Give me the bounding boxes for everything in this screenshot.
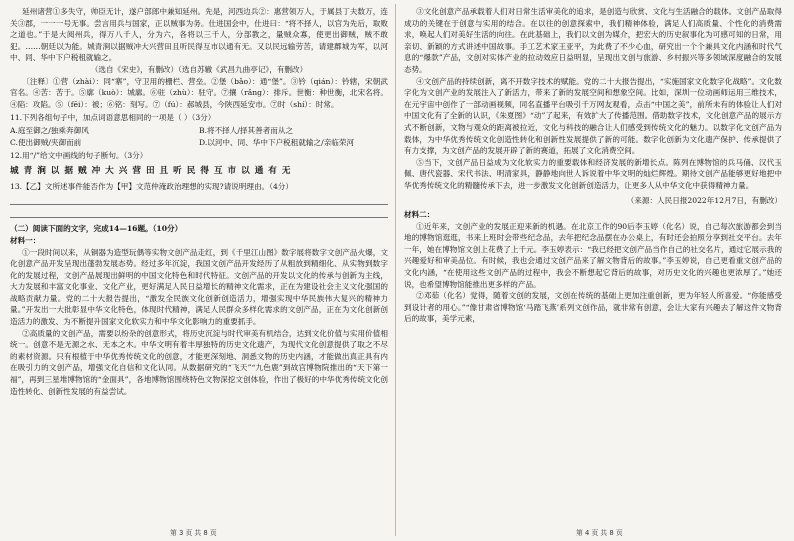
material-2-label: 材料二： <box>404 210 435 220</box>
m1-paragraph-1: ①一段时间以来，从铜器为造型玩偶等实物文创产品走红，到《千里江山图》数字展将数字文创产品火爆，文化创意产品开发呈现出蓬勃发展态势。经过多年沉淀，我国文创产品开发经历了从粗放到精细化、从实物到数字化的发展过程，文创产品展现出鲜明的中国文化特色和时代特征。文创产品的开发以文化的传承与创新为主线，大力发展和丰富文化事业、文化产业，更好满足人民日益增长的精神文化需求，正在为建设社会主义文化强国的战略贡献力量。党的二十大报告提出，“激发全民族文化创新创造活力，增强实现中华民族伟大复兴的精神力量。”开发出一大批彰显中华文化特色，体现时代精神，满足人民群众多样化需求的文创产品，正在为文化创新创造活力的激发、为不断提升国家文化软实力和中华文化影响力的重要抓手。 <box>10 247 388 327</box>
page-divider <box>395 4 396 536</box>
question-12: 12.用“/”给文中画线的句子断句。（3分） <box>10 151 148 161</box>
annotations: 〔注释〕①营（zhài）：同“寨”，守卫用的栅栏、营垒。②堡（bǎo）：通“堡”。③钤（qián）：钤辖，宋朝武官名。④苦：苦于。⑤廓（kuò）：城廓。⑥驻（zhù）：驻守。⑦攘（rǎng）：排斥。世衡：种世衡，北宋名将。④陷：攻陷。⑤（fēi）：被；⑥铭：刻写。⑦（fú）：郝城县，今陕西延安市。⑦时（shí）：时常。 <box>10 76 388 109</box>
m1-paragraph-4: ④文创产品的持续创新，离不开数字技术的赋能。党的二十大报告提出，“实施国家文化数字化战略”。文化数字化为文创产业的发展注入了新活力，带来了新的发展空间和想象空间。比如，深圳一位动画师运用三维技术，在元宇宙中创作了一部动画视频，同名直播平台吸引千万网友观看，点击“中国之美”，前所未有的体验让人们对中国文化有了全新的认识，《朱夏图》“动”了起来，有效扩大了传播范围。借助数字技术，文化创意产品的展示方式不断创新，文物与观众的距离被拉近，文化与科技的融合让人们感受到传统文化的魅力。以数字化文创产品为载体，为中华优秀传统文化创造性转化和创新性发展提供了新的可能。数字化创新为文化遗产保护、传承提供了有力支撑，为文创产品的发展开辟了新的赛道，拓展了文化消费空间。 <box>404 76 782 156</box>
right-page <box>404 6 782 526</box>
m1-paragraph-3: ③文化创意产品承载着人们对日常生活审美化的追求，是创造与欣赏、文化与生活融合的载体。文创产品取得成功的关键在于创意与实用的结合。在以往的创意探索中，我们精神体验，满足人们高质量、个性化的消费需求，唤起人们对美好生活的向往。在此基础上，我们以文创为媒介，把宏大的历史叙事化为可感可知的日常，用亲切、新颖的方式讲述中国故事。手工艺术家王亚平，为此费了不少心血，研究出一个个兼具文化内涵和时代气息的“爆款”产品，文创对实体产业的拉动效应日益明显，呈现出文创与旅游、乡村振兴等多领域深度融合的发展态势。 <box>404 7 782 74</box>
question-13: 13.【乙】文所述事件能否作为【甲】文范仲淹政治理想的实现?请说明理由。（4分） <box>10 181 293 191</box>
q11-option-c[interactable]: C.使出御贼/夹御而前 <box>10 137 82 147</box>
classical-passage: 延州诸营①多失守，帅臣无计，遂户部郎中兼知延州。先是，河西边兵②：惠营领万人，于属县丁夫数万，连关③郡，一一一号无事。尝言用兵与国家，正以贼事为务。仕进国会中，仕进曰：“将不择人，以官为先后，取败之道也。”于是大阅州兵，得万八千人，分为六，各将以三千人，分部教之，量贼众寡，使更出御贼，贼不敢犯。……朝廷以为能。城青涧以据贼冲大兴营田且听民得互市以通有无。又以民远输劳苦，请建鄜城为军，以河中、同、华中下户税租就输之。 <box>10 7 388 63</box>
question-11: 11.下列各组句子中，加点词语意思相同的一项是（ ）（3分） <box>10 113 216 123</box>
left-page <box>10 6 388 526</box>
answer-line-1[interactable] <box>10 194 388 205</box>
q11-option-b[interactable]: B.将不择人/择其善者而从之 <box>199 125 294 135</box>
m1-paragraph-5: ⑤当下，文创产品日益成为文化软实力的重要载体和经济发展的新增长点。陈列在博物馆的兵马俑、汉代玉佩、唐代瓷器、宋代书法、明清家具，静静地向世人诉说着中华文明的灿烂辉煌。期待文创产品能够更好地把中华优秀传统文化的精髓传承下去，进一步激发文化创新创造活力，让更多人从中华文化中获得精神力量。 <box>404 157 782 190</box>
m1-paragraph-2: ②高质量的文创产品，需要以纷杂的创意形式，将历史沉淀与时代审美有机结合，达到文化价值与实用价值相统一。创意不是无源之水、无本之木。中华文明有着丰厚独特的历史文化遗产，为现代文化创意提供了取之不尽的素材资源。只有根植于中华优秀传统文化的创意，才能更深刻地、洞悉文物的历史内涵，才能做出真正具有内在吸引力的文创产品，增强文化自信和文化认同。从数据研究的“飞天”“九色鹿”到故宫博物院推出的“天下第一福”，再到三星堆博物馆的“金面具”，各地博物馆围绕特色文物深挖文创体验，作出了极好的中华优秀传统文化创造性转化、创新性发展的有益尝试。 <box>10 328 388 396</box>
m2-paragraph-1: ①近年来，文创产业的发展正迎来新的机遇。在北京工作的90后李玉婷（化名）说，自己每次旅游都会到当地的博物馆逛逛，书来上班时会带些纪念品，去年把纪念品摆在办公桌上，有时还会拍照分享到社交平台。去年一年，她在博物馆文创上花费了上千元。李玉婷表示：“我已经把文创产品当作自己的社交名片，通过它展示我的兴趣爱好和审美品位。有时候，我也会通过文创产品来了解文物背后的故事。”李玉婷说，自己更看重文创产品的文化内涵，“在使用这些文创产品的过程中，我会不断想起它背后的故事，对历史文化的兴趣也更浓厚了。”她还说，也希望博物馆能推出更多样的产品。 <box>404 221 782 289</box>
answer-line-2[interactable] <box>10 207 388 218</box>
page-footer-left: 第 3 页 共 8 页 <box>170 529 217 537</box>
q11-option-a[interactable]: A.庭至御之/独乘奔御风 <box>10 125 89 135</box>
m2-paragraph-2: ②邓茹（化名）觉得，随着文创的发展，文创在传统的基础上更加注重创新，更为年轻人所喜爱。“你能感受到设计者的用心。”“像甘肃省博物馆‘马踏飞燕’系列文创作品，就非常有创意，会让大家有兴趣去了解这件文物背后的故事，美学元素， <box>404 291 782 324</box>
section-title: （二）阅读下面的文字，完成14—16题。（10分） <box>10 224 183 234</box>
material-1-source: （来源：人民日报2022年12月7日，有删改） <box>626 195 782 205</box>
source-note: （选自《宋史》，有删改）（选自苏辙《武昌九曲亭记》，有删改） <box>90 64 308 74</box>
q12-sentence: 城青涧以据贼冲大兴营田且听民得互市以通有无 <box>10 165 296 176</box>
page-footer-right: 第 4 页 共 8 页 <box>576 529 623 537</box>
material-1-label: 材料一： <box>10 235 41 245</box>
q11-option-d[interactable]: D.以河中、同、华中下户税租就输之/亲临荣河 <box>199 137 355 147</box>
q11-options <box>10 125 388 148</box>
